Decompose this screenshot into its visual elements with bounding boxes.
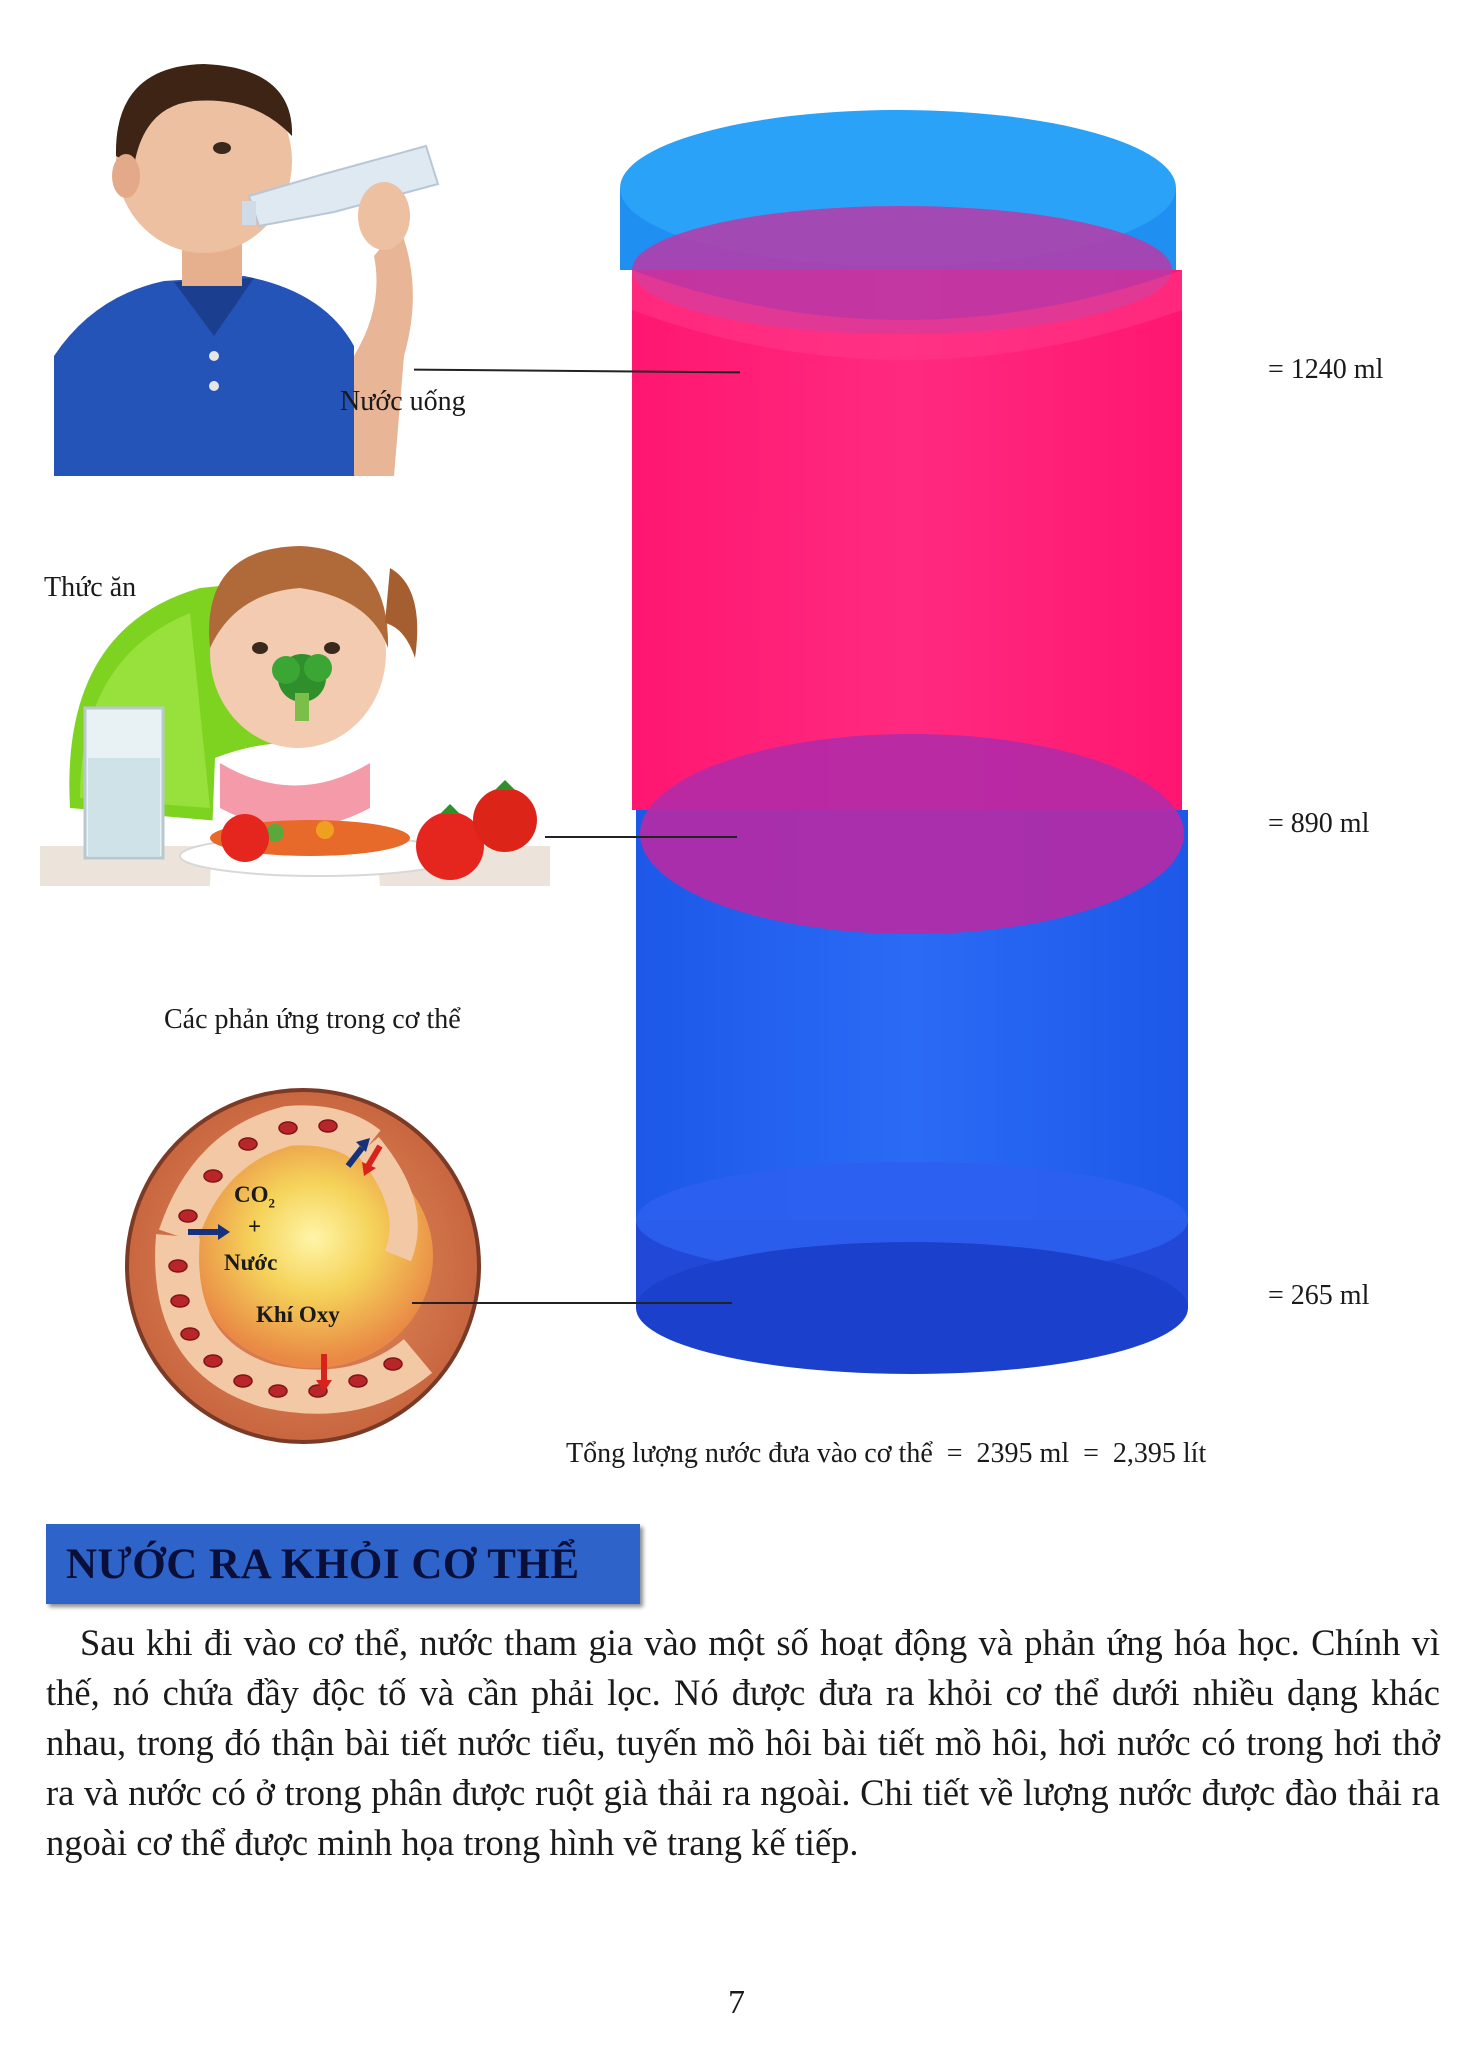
label-body-reactions: Các phản ứng trong cơ thể [164,1004,461,1035]
connector-food [545,836,737,838]
cell-reaction-diagram [118,1086,488,1446]
cell-diagram-graphic [118,1086,488,1446]
value-food: = 890 ml [1268,808,1370,839]
label-food: Thức ăn [44,572,137,603]
girl-eating-photo [40,508,550,886]
label-drinking-water: Nước uống [340,386,466,417]
water-intake-cylinder [612,110,1192,1390]
section-title: NƯỚC RA KHỎI CƠ THỂ [66,1540,580,1588]
cell-water-label: Nước [224,1250,278,1275]
value-body-reactions: = 265 ml [1268,1280,1370,1311]
connector-reactions [412,1302,732,1304]
value-drinking-water: = 1240 ml [1268,354,1384,385]
page-number: 7 [728,1984,745,2021]
cell-co2-label: $CO_2$ [234,1182,275,1211]
section-body: Sau khi đi vào cơ thể, nước tham gia vào một số hoạt động và phản ứng hóa học. Chính vì thế, nó chứa đầy độc tố và cần phải lọc. Nó được đưa ra khỏi cơ thể dưới nhiều dạng khác nhau, trong đó thận bài tiết nước tiểu, tuyến mồ hôi bài tiết mồ hôi, hơi nước có trong hơi thở ra và nước có ở trong phân được ruột già thải ra ngoài. Chi tiết về lượng nước được đào thải ra ngoài cơ thể được minh họa trong hình vẽ trang kế tiếp. [46,1622,1440,1863]
cell-plus-label: + [248,1214,262,1239]
section-header [46,1524,640,1604]
total-intake: Tổng lượng nước đưa vào cơ thể = 2395 ml = 2,395 lít [566,1438,1207,1469]
cell-oxygen-label: Khí Oxy [256,1302,340,1327]
